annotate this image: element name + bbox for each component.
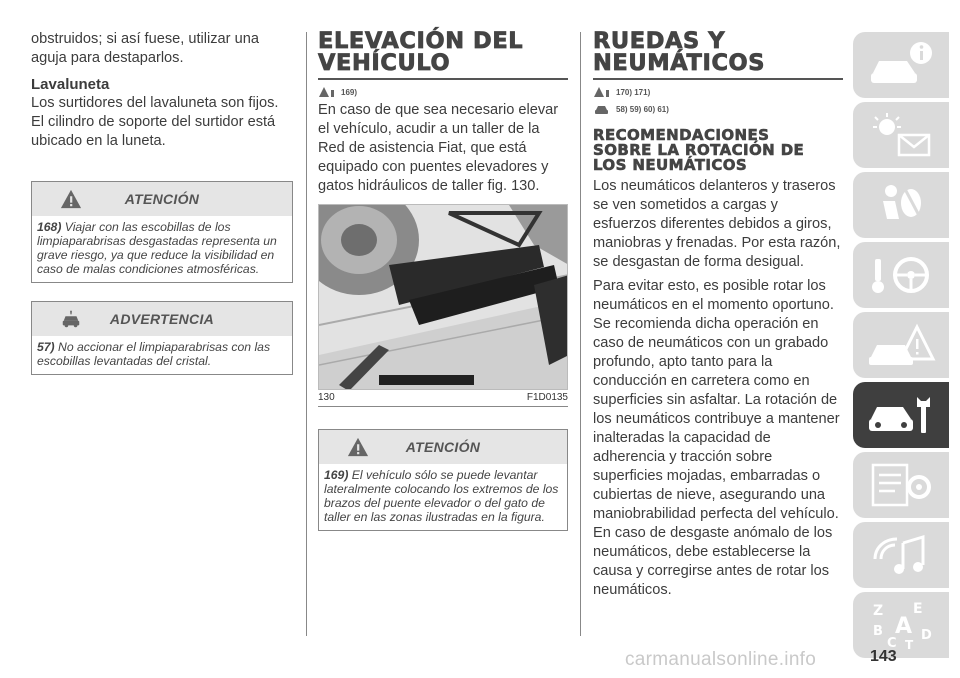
chapter-tab-emergency[interactable]	[853, 312, 949, 378]
rotacion-text-1: Los neumáticos delanteros y traseros se ven sometidos a cargas y esfuerzos diferentes debidos a giros, maniobras y frenadas. Por esta razón, se desgastan de forma desigual.	[593, 178, 841, 270]
figure-code: F1D0135	[526, 392, 568, 403]
chapter-tab-maintenance[interactable]	[853, 382, 949, 448]
lavaluneta-text: Los surtidores del lavaluneta son fijos. El cilindro de soporte del surtidor está ubicado en la luneta.	[31, 95, 279, 149]
chapter-tab-index[interactable]	[853, 592, 949, 658]
reference-line-2: 58) 59) 60) 61)	[593, 103, 843, 116]
warning-header	[32, 182, 292, 216]
intro-text: obstruidos; si así fuese, utilizar una aguja para destaparlos.	[31, 31, 259, 66]
right-column	[593, 30, 843, 600]
alphabet-index-icon	[865, 599, 937, 651]
figure-130-jack-illustration	[318, 204, 568, 390]
page-number: 143	[870, 648, 897, 665]
lavaluneta-heading: Lavaluneta	[31, 76, 110, 93]
chapter-tab-technical-data[interactable]	[853, 452, 949, 518]
lights-mail-icon	[865, 109, 937, 161]
svg-text:T: T	[905, 638, 914, 651]
warning-text	[32, 336, 292, 374]
figure-caption	[318, 392, 568, 407]
middle-column	[318, 30, 568, 531]
warning-reference-icon	[593, 86, 610, 99]
technical-data-icon	[865, 459, 937, 511]
rotacion-text-2: Para evitar esto, es posible rotar los neumáticos en el momento oportuno. Se recomienda dicha operación en caso de neumáticos con un grabado profundo, apto tanto para la conducción en carretera como en superficies sin asfaltar. La rotación de los neumáticos contribuye a mantener inalteradas la capacidad de adherencia y tracción sobre superficies mojadas, embarradas o cubiertas de nieve, asegurando una maniobrabilidad perfecta del vehículo. En caso de desgaste anómalo de los neumáticos, debe establecerse la causa y corregirse antes de rotar los neumáticos.	[593, 278, 840, 598]
warning-box-advertencia	[31, 301, 293, 375]
warning-title: ATENCIÓN	[405, 439, 481, 455]
warning-triangle-car-icon	[865, 319, 937, 371]
reference-line-1: 170) 171)	[593, 86, 843, 99]
chapter-tab-lights-messages[interactable]	[853, 102, 949, 168]
elevacion-text: En caso de que sea necesario elevar el vehículo, acudir a un taller de la Red de asistencia Fiat, que está equipado con puentes elevadores y gatos hidráulicos de taller fig. 130.	[318, 102, 559, 194]
svg-text:B: B	[873, 624, 883, 639]
warning-header	[319, 430, 567, 464]
title-rule	[593, 78, 843, 80]
section-title-ruedas: RUEDAS Y NEUMÁTICOS	[593, 28, 766, 76]
title-rule	[318, 78, 568, 80]
warning-body: Viajar con las escobillas de los limpiaparabrisas desgastadas representa un grave riesgo, ya que reduce la visibilidad en caso de malas condiciones atmosféricas.	[37, 220, 277, 276]
chapter-tab-safety[interactable]	[853, 172, 949, 238]
section-title-elevacion: ELEVACIÓN DEL VEHÍCULO	[318, 28, 524, 76]
car-wrench-icon	[865, 389, 937, 441]
column-divider	[580, 32, 581, 636]
car-damage-icon	[60, 308, 82, 330]
chapter-tab-starting-driving[interactable]	[853, 242, 949, 308]
subsection-title-rotacion: RECOMENDACIONES SOBRE LA ROTACIÓN DE LOS NEUMÁTICOS	[593, 126, 805, 174]
watermark: carmanualsonline.info	[625, 649, 817, 670]
svg-text:Z: Z	[873, 603, 884, 619]
left-column	[31, 30, 293, 375]
svg-text:E: E	[913, 601, 923, 617]
warning-text	[319, 464, 567, 530]
airbag-seat-icon	[865, 179, 937, 231]
car-damage-reference-icon	[593, 103, 610, 116]
svg-text:D: D	[921, 628, 932, 643]
warning-number: 168)	[37, 220, 62, 234]
figure-number: 130	[318, 392, 335, 403]
car-info-icon	[865, 39, 937, 91]
warning-title: ADVERTENCIA	[109, 311, 215, 327]
warning-title: ATENCIÓN	[124, 191, 200, 207]
warning-body: El vehículo sólo se puede levantar lateralmente colocando los extremos de los brazos del puente elevador o del gato de taller en las zonas ilustradas en la figura.	[324, 468, 559, 524]
warning-triangle-icon	[60, 188, 82, 210]
warning-body: No accionar el limpiaparabrisas con las escobillas levantadas del cristal.	[37, 340, 271, 368]
warning-box-attention	[31, 181, 293, 283]
key-steering-icon	[865, 249, 937, 301]
chapter-tab-car-info[interactable]	[853, 32, 949, 98]
warning-number: 57)	[37, 340, 55, 354]
warning-triangle-icon	[347, 436, 369, 458]
svg-text:A: A	[895, 614, 913, 639]
warning-box-attention-169	[318, 429, 568, 531]
jack-illustration	[319, 205, 568, 390]
warning-number: 169)	[324, 468, 349, 482]
warning-header	[32, 302, 292, 336]
chapter-sidebar	[853, 32, 949, 662]
column-divider	[306, 32, 307, 636]
multimedia-icon	[865, 529, 937, 581]
warning-reference-icon	[318, 86, 335, 99]
svg-text:C: C	[887, 636, 897, 651]
warning-text	[32, 216, 292, 282]
reference-line: 169)	[318, 86, 568, 99]
chapter-tab-multimedia[interactable]	[853, 522, 949, 588]
